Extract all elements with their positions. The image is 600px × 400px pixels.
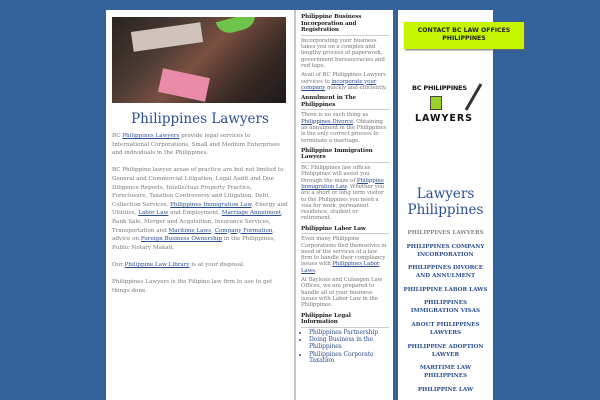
pen-icon bbox=[465, 83, 483, 110]
text: BC bbox=[112, 133, 123, 139]
nav-item[interactable]: PHILIPPINES IMMIGRATION VISAS bbox=[410, 300, 481, 315]
main-content bbox=[106, 10, 294, 400]
list-item bbox=[309, 337, 389, 350]
library-paragraph bbox=[112, 261, 288, 270]
section-heading: Philippine Immigration Lawyers bbox=[301, 148, 389, 163]
logo bbox=[412, 80, 492, 140]
list-item bbox=[309, 330, 389, 337]
nav-item[interactable]: PHILIPPINE LAW bbox=[417, 386, 474, 393]
text: is at your disposal. bbox=[189, 261, 245, 268]
section-text: Incorporating your business takes you on a complex and lengthy process of paperwork, government bureaucracies and red tape. bbox=[301, 37, 385, 69]
nav-item[interactable]: PHILIPPINES LAWYERS bbox=[407, 230, 484, 236]
nav-item[interactable]: ABOUT PHILIPPINES LAWYERS bbox=[411, 321, 480, 336]
philippines-lawyers-link[interactable]: Philippines Lawyers bbox=[122, 133, 180, 139]
nav-item[interactable]: MARITIME LAW PHILIPPINES bbox=[419, 365, 472, 380]
partnership-link[interactable]: Philippines Partnership bbox=[309, 328, 378, 336]
section-text bbox=[301, 236, 389, 274]
nav-item[interactable]: PHILIPPINES COMPANY INCORPORATION bbox=[406, 243, 485, 258]
text: There is no such thing as bbox=[301, 112, 369, 119]
law-library-link[interactable]: Philippine Law Library bbox=[124, 261, 190, 268]
intro-paragraph bbox=[112, 132, 288, 158]
cube-icon bbox=[430, 96, 442, 110]
right-sidebar bbox=[398, 10, 511, 400]
text: Avail of BC Philippines Lawyers services to bbox=[301, 72, 387, 85]
practice-paragraph bbox=[112, 166, 288, 252]
section-heading: Philippine Legal Information bbox=[301, 313, 389, 328]
text: . Obtaining an annulment in the Philippines is the only correct process to terminate a marriage. bbox=[301, 118, 387, 144]
company-formation-link[interactable]: Company Formation bbox=[214, 227, 273, 234]
text: quickly and efficiently. bbox=[325, 84, 387, 91]
text: BC Philippine lawyer areas of practice are but not limited to General and Commercial Litigation, Legal Audit and Due Diligence Reports, Intellectual Property Practice, Foreclosure, Taxation Controversy and Litigation, Debt Collection Services, bbox=[112, 167, 284, 208]
incorporation-section bbox=[301, 14, 389, 91]
header-photo bbox=[112, 17, 286, 103]
section-text bbox=[301, 72, 389, 91]
incorporate-company-link[interactable]: incorporate your company bbox=[301, 78, 377, 91]
sidebar-nav bbox=[398, 229, 493, 399]
immigration-section bbox=[301, 148, 389, 222]
section-heading: Philippine Business Incorporation and Registration bbox=[301, 14, 389, 36]
text: provide legal services to International Corporations, Small and Medium Enterprises and individuals in the Philippines. bbox=[112, 133, 280, 157]
text: , bbox=[211, 227, 215, 234]
legal-info-list bbox=[301, 330, 389, 365]
sidebar-articles bbox=[294, 10, 393, 400]
immigration-law-link[interactable]: Philippines Immigration Law bbox=[170, 201, 252, 208]
text: . Whether you are a short or long term visitor to the Philippines you need a visa for work, permanent residence, student or retirement. bbox=[301, 183, 385, 222]
marriage-annulment-link[interactable]: Marriage Annulment bbox=[221, 210, 282, 217]
doing-business-link[interactable]: Doing Business in the Philippines bbox=[309, 336, 374, 350]
text: BC Philippines law offices Philippines will assist you through the maze of bbox=[301, 165, 371, 184]
text: and Employment, bbox=[168, 210, 222, 217]
closing-paragraph: Philippines Lawyers is the Filipino law firm to use to get things done. bbox=[112, 279, 273, 294]
nav-item[interactable]: PHILIPPINE LABOR LAWS bbox=[403, 286, 488, 293]
section-text bbox=[301, 112, 389, 143]
nav-item[interactable]: PHILIPPINE ADOPTION LAWYER bbox=[407, 343, 484, 358]
labor-law-link[interactable]: Labor Law bbox=[138, 210, 169, 217]
text: Our bbox=[112, 261, 125, 268]
labor-section bbox=[301, 226, 389, 309]
text: , Energy and Utilities, bbox=[112, 201, 288, 217]
section-heading: Annulment in The Philippines bbox=[301, 95, 389, 110]
foreign-business-ownership-link[interactable]: Foreign Business Ownership bbox=[140, 236, 223, 243]
divorce-link[interactable]: Philippines Divorce bbox=[301, 118, 353, 125]
text: Even many Philippine Corporations find themselves in need of the services of a law firm to handle their compliancy issues with bbox=[301, 236, 387, 268]
text: . bbox=[314, 267, 317, 274]
text: , Bank Sale, Merger and Acquisition, Insurance Services, Transportation and bbox=[112, 210, 283, 234]
labor-laws-link[interactable]: Philippines Labor Laws bbox=[301, 261, 380, 274]
contact-button[interactable]: CONTACT BC LAW OFFICES PHILIPPINES bbox=[404, 22, 524, 49]
sidebar-title: Lawyers Philippines bbox=[407, 186, 484, 218]
text: in the Philippines, Public Notary Makati. bbox=[112, 236, 276, 251]
corporate-taxation-link[interactable]: Philippines Corporate Taxation bbox=[309, 350, 374, 365]
logo-text: BC PHILIPPINES bbox=[412, 84, 467, 92]
logo-text: LAWYERS bbox=[415, 113, 473, 124]
maritime-laws-link[interactable]: Maritime Laws bbox=[168, 227, 212, 234]
section-heading: Philippine Labor Law bbox=[301, 226, 389, 235]
section-text bbox=[301, 165, 389, 222]
nav-item[interactable]: PHILIPPINES DIVORCE AND ANNULMENT bbox=[408, 265, 483, 280]
legal-info-section bbox=[301, 313, 389, 365]
immigration-law-link[interactable]: Philippine Immigration Law bbox=[301, 177, 384, 190]
annulment-section bbox=[301, 95, 389, 144]
page-title: Philippines Lawyers bbox=[131, 111, 269, 127]
section-text: At Baylosis and Culangen Law Offices, we are prepared to handle all of your business issues with Labor Law in the Philippines. bbox=[301, 277, 383, 309]
list-item bbox=[309, 352, 389, 365]
text: , advice on bbox=[112, 227, 275, 243]
